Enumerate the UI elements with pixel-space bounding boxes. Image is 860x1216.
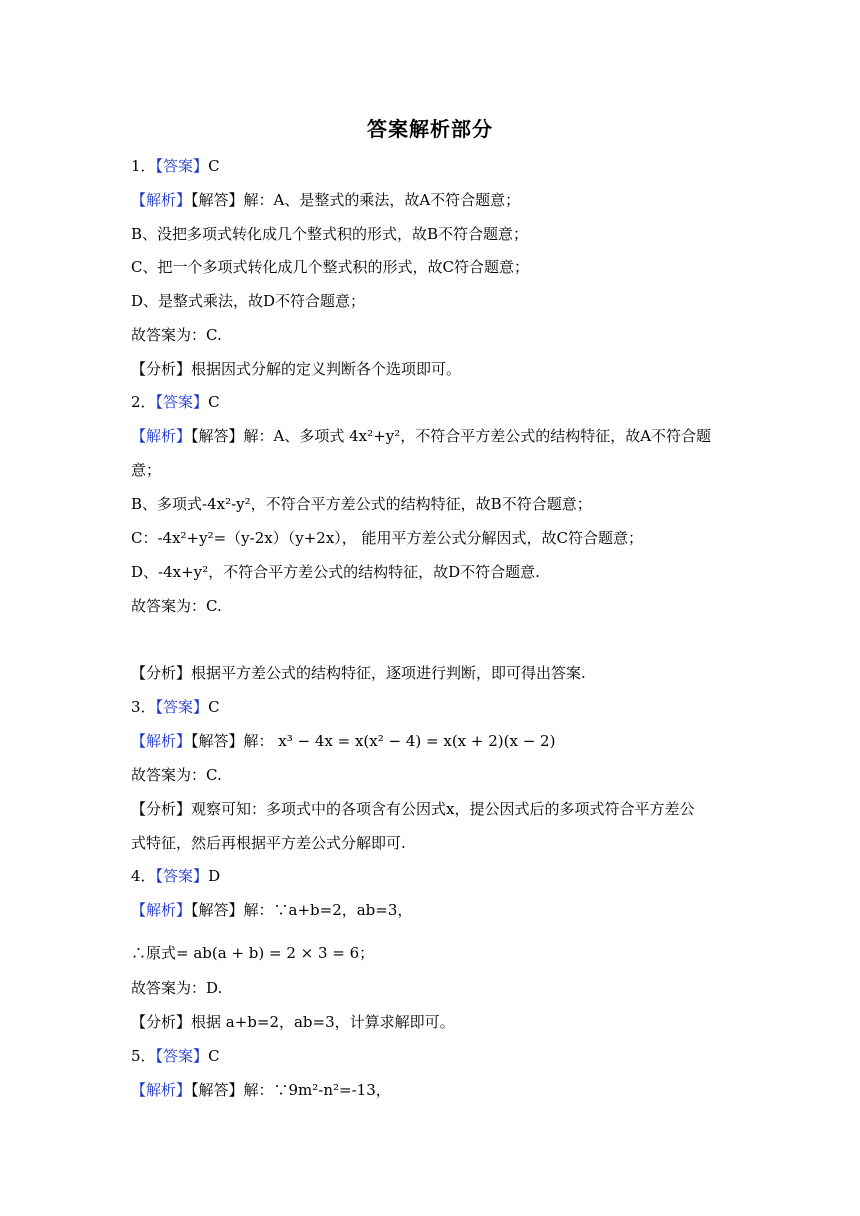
q2-option-c: C：-4x²+y²=（y-2x）（y+2x）， 能用平方差公式分解因式，故C符合题意； — [131, 529, 644, 547]
q2-solution-line: 【解析】【解答】解：A、多项式 4x²+y²，不符合平方差公式的结构特征，故A不符合题 — [131, 427, 712, 445]
q3-conclusion: 故答案为：C. — [131, 766, 222, 784]
q2-option-b: B、多项式-4x²-y²，不符合平方差公式的结构特征，故B不符合题意； — [131, 495, 592, 513]
q1-answer: 1．【答案】C — [131, 157, 220, 175]
q1-option-b: B、没把多项式转化成几个整式积的形式，故B不符合题意； — [131, 225, 529, 243]
q4-answer: 4．【答案】D — [131, 867, 221, 885]
q4-conclusion: 故答案为：D. — [131, 979, 223, 997]
q2-option-d: D、-4x+y²，不符合平方差公式的结构特征，故D不符合题意. — [131, 563, 540, 581]
q1-option-d: D、是整式乘法，故D不符合题意； — [131, 292, 366, 310]
q5-solution-line: 【解析】【解答】解：∵9m²-n²=-13， — [131, 1081, 391, 1099]
q1-analysis: 【分析】根据因式分解的定义判断各个选项即可。 — [131, 360, 462, 378]
q3-analysis-wrap: 式特征，然后再根据平方差公式分解即可. — [131, 834, 406, 852]
q2-solution-wrap: 意； — [131, 461, 162, 479]
q5-answer: 5．【答案】C — [131, 1047, 220, 1065]
q2-analysis: 【分析】根据平方差公式的结构特征，逐项进行判断，即可得出答案. — [131, 664, 586, 682]
q4-formula-line: ∴原式= ab(a + b) = 2 × 3 = 6； — [131, 944, 375, 962]
q1-solution-line: 【解析】【解答】解：A、是整式的乘法，故A不符合题意； — [131, 191, 521, 209]
q3-analysis: 【分析】观察可知：多项式中的各项含有公因式x，提公因式后的多项式符合平方差公 — [131, 800, 695, 818]
q2-conclusion: 故答案为：C. — [131, 597, 222, 615]
q1-conclusion: 故答案为：C. — [131, 326, 222, 344]
q3-solution-line: 【解析】【解答】解： x³ − 4x = x(x² − 4) = x(x + 2)(x − 2) — [131, 732, 556, 750]
q2-answer: 2．【答案】C — [131, 393, 220, 411]
q1-option-c: C、把一个多项式转化成几个整式积的形式，故C符合题意； — [131, 258, 529, 276]
q4-solution-line: 【解析】【解答】解：∵a+b=2，ab=3， — [131, 901, 413, 919]
q4-analysis: 【分析】根据 a+b=2，ab=3，计算求解即可。 — [131, 1013, 455, 1031]
page-title: 答案解析部分 — [367, 117, 493, 141]
q3-answer: 3．【答案】C — [131, 698, 220, 716]
